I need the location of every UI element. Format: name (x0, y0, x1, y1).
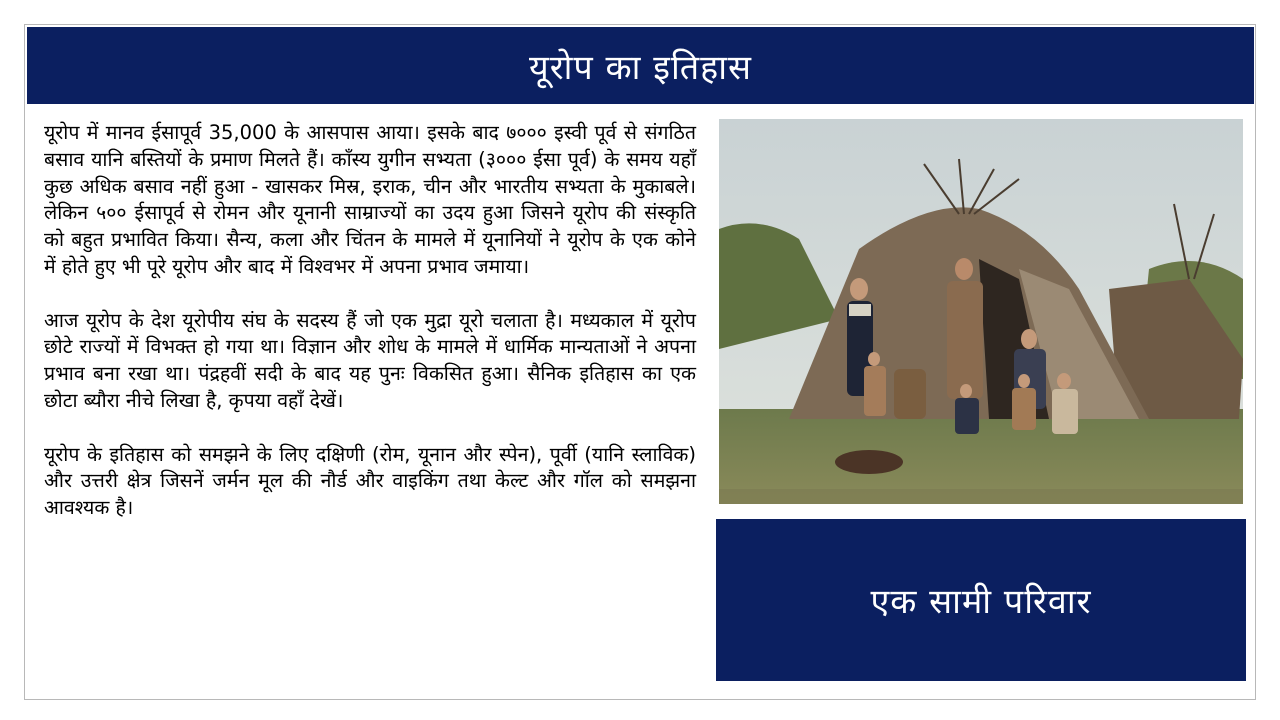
family-photo (719, 119, 1243, 504)
paragraph-1: यूरोप में मानव ईसापूर्व 35,000 के आसपास आया। इसके बाद ७००० इस्वी पूर्व से संगठित बसाव यानि बस्तियों के प्रमाण मिलते हैं। काँस्य युगीन सभ्यता (३००० ईसा पूर्व) के समय यहाँ कुछ अधिक बसाव नहीं हुआ - खासकर मिस्र, इराक, चीन और भारतीय सभ्यता के मुकाबले। लेकिन ५०० ईसापूर्व से रोमन और यूनानी साम्राज्यों का उदय हुआ जिसने यूरोप की संस्कृति को बहुत प्रभावित किया। सैन्य, कला और चिंतन के मामले में यूनानियों ने यूरोप के एक कोने में होते हुए भी पूरे यूरोप और बाद में विश्वभर में अपना प्रभाव जमाया। (44, 121, 696, 278)
paragraph-3: यूरोप के इतिहास को समझने के लिए दक्षिणी (रोम, यूनान और स्पेन), पूर्वी (यानि स्लाविक) और उत्तरी क्षेत्र जिसनें जर्मन मूल की नौर्ड और वाइकिंग तथा केल्ट और गॉल को समझना आवश्यक है। (44, 442, 696, 520)
body-text (44, 120, 696, 549)
caption-box (716, 519, 1246, 681)
photo-caption: एक सामी परिवार (870, 582, 1092, 622)
title-banner (27, 27, 1254, 104)
paragraph-2: आज यूरोप के देश यूरोपीय संघ के सदस्य हैं जो एक मुद्रा यूरो चलाता है। मध्यकाल में यूरोप छोटे राज्यों में विभक्त हो गया था। विज्ञान और शोध के मामले में धार्मिक मान्यताओं ने अपना प्रभाव बना रखा था। पंद्रहवीं सदी के बाद यह पुनः विकसित हुआ। सैनिक इतिहास का एक छोटा ब्यौरा नीचे लिखा है, कृपया वहाँ देखें। (44, 308, 696, 412)
slide-title: यूरोप का इतिहास (528, 47, 752, 88)
